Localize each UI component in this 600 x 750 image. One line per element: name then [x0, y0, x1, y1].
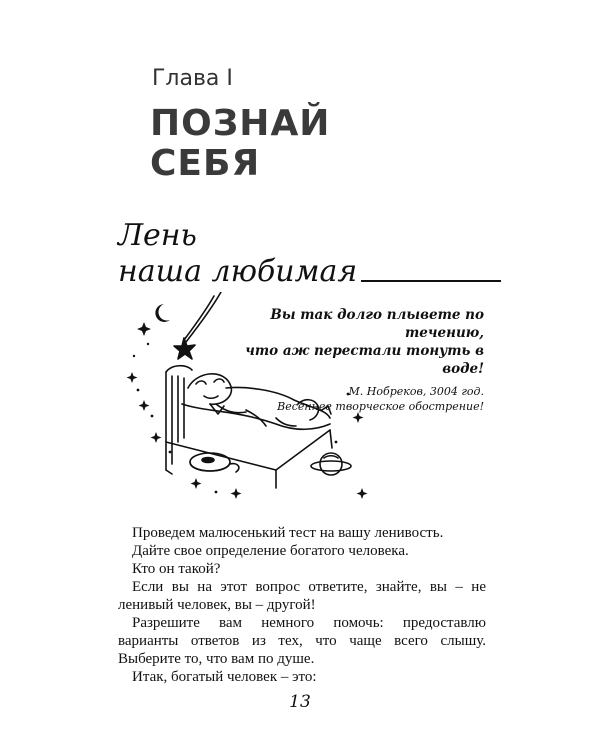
epigraph-author-line-1: М. Нобреков, 3004 год. — [348, 385, 484, 398]
section-title-rule — [361, 280, 501, 282]
comet-icon — [174, 292, 221, 359]
epigraph-quote-line-1: Вы так долго плывете по течению, — [270, 307, 484, 341]
section-title — [118, 218, 501, 290]
epigraph — [224, 306, 484, 414]
section-title-line-1: Лень — [118, 218, 197, 253]
body-paragraph: Если вы на этот вопрос ответите, знайте, вы – не ленивый человек, вы – другой! — [118, 579, 486, 613]
page-number: 13 — [289, 692, 311, 712]
body-paragraph: Разрешите вам немного помочь: предоставлю варианты ответов из тех, что чаще всего слышу. Выберите то, что вам по душе. — [118, 615, 486, 667]
body-paragraph: Проведем малюсенький тест на вашу ленивость. — [132, 525, 444, 541]
epigraph-quote — [224, 306, 484, 378]
moon-icon — [155, 304, 170, 322]
epigraph-author-line-2: Весеннее творческое обострение! — [277, 400, 484, 413]
chapter-title-line-2: СЕБЯ — [150, 143, 261, 184]
planet-icon — [311, 453, 351, 475]
section-title-line-2-row — [118, 254, 501, 290]
section-title-line-2: наша любимая — [118, 254, 358, 289]
body-paragraph: Итак, богатый человек – это: — [132, 669, 317, 685]
teapot-drawing — [190, 453, 239, 472]
chapter-label: Глава I — [152, 66, 233, 91]
body-text — [118, 524, 486, 686]
chapter-title-line-1: ПОЗНАЙ — [150, 103, 331, 144]
body-paragraph: Кто он такой? — [132, 561, 221, 577]
epigraph-quote-line-2: что аж перестали тонуть в воде! — [245, 343, 484, 377]
body-paragraph: Дайте свое определение богатого человека. — [132, 543, 409, 559]
epigraph-attribution — [224, 384, 484, 414]
chapter-title — [150, 104, 330, 184]
